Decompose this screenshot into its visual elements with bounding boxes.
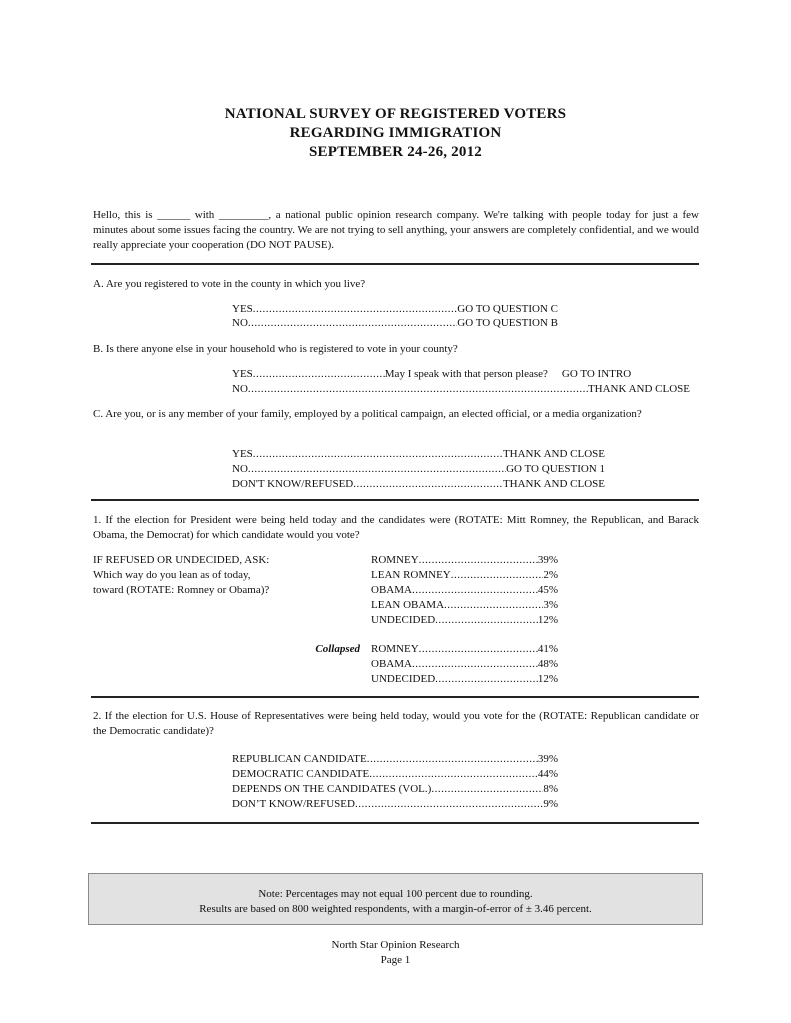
option-result: GO TO INTRO [561,368,632,380]
title-line-2: REGARDING IMMIGRATION [289,125,502,141]
question-c: C. Are you, or is any member of your family, employed by a political campaign, an elected official, or a media organization? [93,408,642,420]
qc-option-dk [232,477,605,492]
result-label: LEAN OBAMA [371,599,445,611]
result-row [371,672,558,687]
option-label: YES [232,448,253,460]
result-row [232,767,558,782]
result-value: 44% [537,768,558,780]
option-result: GO TO QUESTION B [457,317,558,329]
result-value: 41% [537,643,558,655]
question-2: 2. If the election for U.S. House of Representatives were being held today, would you vote for the (ROTATE: Republican candidate or the Democratic candidate)? [93,710,699,737]
followup-line: Which way do you lean as of today, [93,569,251,581]
result-label: ROMNEY [371,554,419,566]
option-label: NO [232,463,248,475]
result-value: 39% [537,554,558,566]
intro-paragraph: Hello, this is ______ with _________, a national public opinion research company. We're talking with people today for just a few minutes about some issues facing the country. We are not trying to sell anything, your answers are completely confidential, and we would really appreciate your cooperation (DO NOT PAUSE). [93,209,699,251]
result-label: DEPENDS ON THE CANDIDATES (VOL.) [232,783,432,795]
option-result: THANK AND CLOSE [502,478,605,490]
question-a: A. Are you registered to vote in the county in which you live? [93,278,366,290]
option-note: May I speak with that person please? [384,368,548,380]
result-row [232,782,558,797]
result-label: OBAMA [371,584,412,596]
qa-option-yes [232,302,558,317]
result-value: 9% [543,798,558,810]
note-line-2: Results are based on 800 weighted respondents, with a margin-of-error of ± 3.46 percent. [199,903,592,915]
methodology-note [88,873,703,925]
result-label: ROMNEY [371,643,419,655]
footer-org: North Star Opinion Research [331,939,460,951]
result-value: 48% [537,658,558,670]
result-row [371,613,558,628]
result-row [232,752,558,767]
result-value: 3% [543,599,558,611]
page-footer [0,938,791,968]
divider [91,822,699,824]
qb-option-no [232,382,690,397]
qc-option-yes [232,447,605,462]
result-value: 2% [543,569,558,581]
qb-option-yes [232,367,692,382]
option-label: YES [232,368,253,380]
result-value: 12% [537,673,558,685]
result-row [371,553,558,568]
title-line-1: NATIONAL SURVEY OF REGISTERED VOTERS [224,106,567,122]
qc-option-no [232,462,605,477]
result-label: LEAN ROMNEY [371,569,451,581]
result-value: 8% [543,783,558,795]
collapsed-label: Collapsed [315,643,360,655]
option-label: NO [232,317,248,329]
result-value: 45% [537,584,558,596]
qa-option-no [232,316,558,331]
option-label: DON'T KNOW/REFUSED [232,478,354,490]
result-label: OBAMA [371,658,412,670]
followup-line: IF REFUSED OR UNDECIDED, ASK: [93,554,270,566]
result-label: DEMOCRATIC CANDIDATE [232,768,370,780]
note-line-1: Note: Percentages may not equal 100 percent due to rounding. [258,888,533,900]
option-result: GO TO QUESTION 1 [506,463,605,475]
option-result: THANK AND CLOSE [502,448,605,460]
result-label: UNDECIDED [371,614,436,626]
divider [91,499,699,501]
result-row [371,642,558,657]
result-row [371,568,558,583]
question-1: 1. If the election for President were being held today and the candidates were (ROTATE: Mitt Romney, the Republican, and Barack Obama, the Democrat) for which candidate would you vote? [93,514,699,541]
question-b: B. Is there anyone else in your household who is registered to vote in your county? [93,343,458,355]
document-title [0,106,791,161]
result-value: 12% [537,614,558,626]
divider [91,696,699,698]
result-value: 39% [537,753,558,765]
result-row [232,797,558,812]
option-label: YES [232,303,253,315]
divider [91,263,699,265]
followup-line: toward (ROTATE: Romney or Obama)? [93,584,270,596]
result-row [371,598,558,613]
result-label: REPUBLICAN CANDIDATE [232,753,367,765]
option-result: GO TO QUESTION C [457,303,558,315]
title-line-3: SEPTEMBER 24-26, 2012 [309,144,482,160]
result-label: DON’T KNOW/REFUSED [232,798,355,810]
result-row [371,657,558,672]
q1-followup [93,553,353,598]
footer-page-number: Page 1 [380,954,411,966]
result-label: UNDECIDED [371,673,436,685]
option-result: THANK AND CLOSE [587,383,690,395]
result-row [371,583,558,598]
option-label: NO [232,383,248,395]
